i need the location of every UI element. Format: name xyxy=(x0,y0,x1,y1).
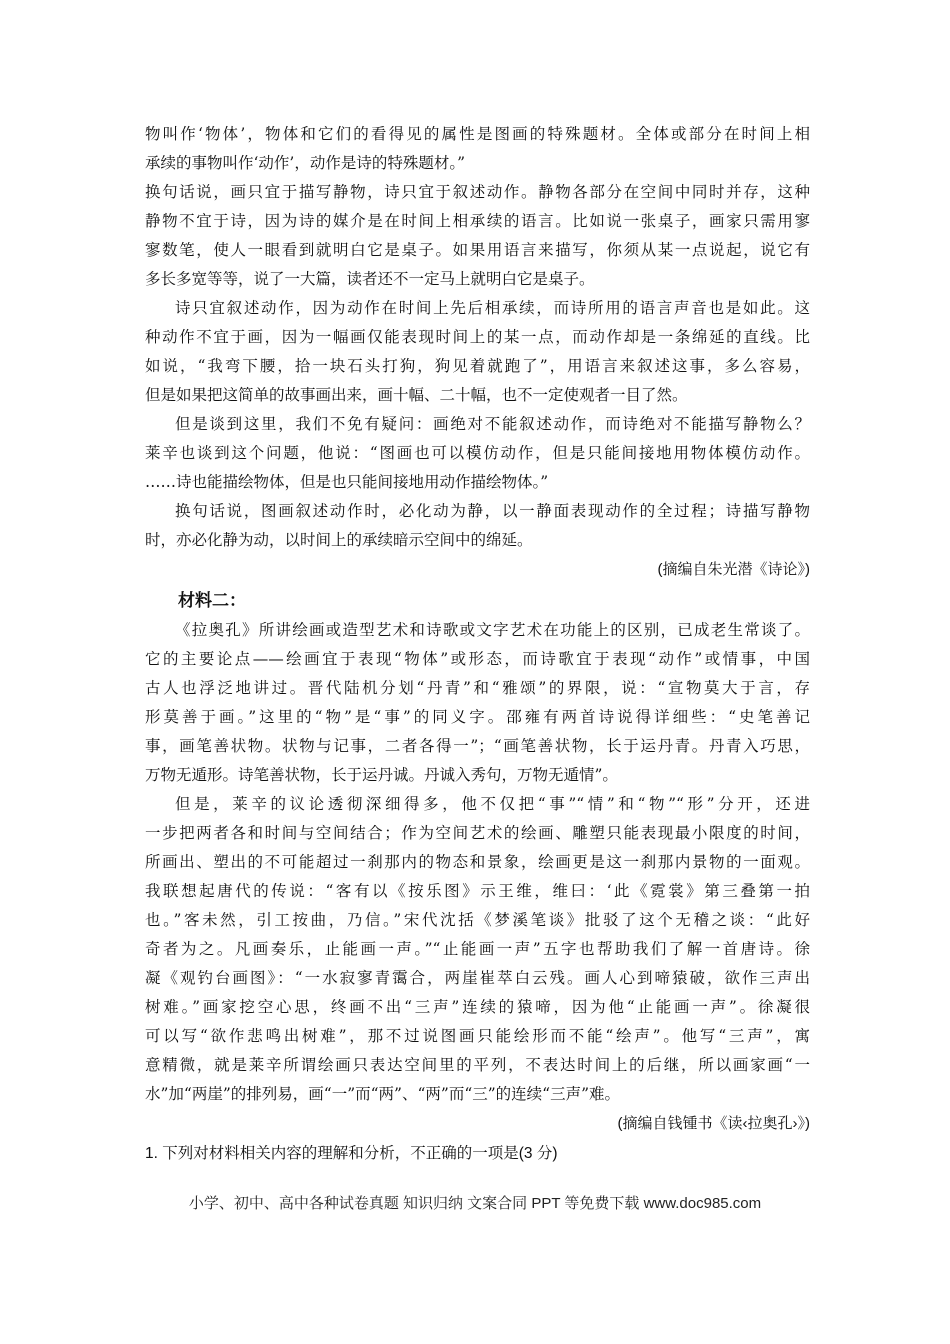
paragraph-first-line: 但是谈到这里，我们不免有疑问：画绝对不能叙述动作，而诗绝对不能描写静物么？ xyxy=(175,415,810,433)
text-line: 凝《观钓台画图》：“一水寂寥青霭合，两崖崔萃白云残。画人心到啼猿破，欲作三声出 xyxy=(145,969,810,987)
text-line: 也。”客未然，引工按曲，乃信。”宋代沈括《梦溪笔谈》批驳了这个无稽之谈：“此好 xyxy=(145,911,810,929)
passage-body xyxy=(145,120,810,1169)
text-line: 换句话说，画只宜于描写静物，诗只宜于叙述动作。静物各部分在空间中同时并存，这种 xyxy=(145,183,810,201)
question-stem: 1. 下列对材料相关内容的理解和分析，不正确的一项是(3 分) xyxy=(145,1145,558,1162)
text-line: 它的主要论点——绘画宜于表现“物体”或形态，而诗歌宜于表现“动作”或情事，中国 xyxy=(145,650,810,668)
paragraph-first-line: 换句话说，图画叙述动作时，必化动为静，以一静面表现动作的全过程；诗描写静物 xyxy=(175,502,810,520)
text-line: 意精微，就是莱辛所谓绘画只表达空间里的平列，不表达时间上的后继，所以画家画“一 xyxy=(145,1056,810,1074)
text-line: 莱辛也谈到这个问题，他说：“图画也可以模仿动作，但是只能间接地用物体模仿动作。 xyxy=(145,444,810,462)
text-line: 静物不宜于诗，因为诗的媒介是在时间上相承续的语言。比如说一张桌子，画家只需用寥 xyxy=(145,212,810,230)
text-line: 寥数笔，使人一眼看到就明白它是桌子。如果用语言来描写，你须从某一点说起，说它有 xyxy=(145,241,810,259)
text-line: 形莫善于画。”这里的“物”是“事”的同义字。邵雍有两首诗说得详细些：“史笔善记 xyxy=(145,708,810,726)
source-citation: (摘编自朱光潜《诗论》) xyxy=(657,561,810,578)
text-line: 多长多宽等等，说了一大篇，读者还不一定马上就明白它是桌子。 xyxy=(145,270,595,288)
paragraph-first-line: 诗只宜叙述动作，因为动作在时间上先后相承续，而诗所用的语言声音也是如此。这 xyxy=(175,299,810,317)
page-footer: 小学、初中、高中各种试卷真题 知识归纳 文案合同 PPT 等免费下载 www.doc985.com xyxy=(188,1195,762,1212)
text-line: 承续的事物叫作‘动作’，动作是诗的特殊题材。” xyxy=(145,154,466,172)
section-heading: 材料二： xyxy=(178,591,246,610)
text-line: ……诗也能描绘物体，但是也只能间接地用动作描绘物体。” xyxy=(145,473,549,491)
text-line: 一步把两者各和时间与空间结合；作为空间艺术的绘画、雕塑只能表现最小限度的时间， xyxy=(145,824,810,842)
text-line: 古人也浮泛地讲过。晋代陆机分划“丹青”和“雅颂”的界限，说：“宣物莫大于言，存 xyxy=(145,679,810,697)
text-line: 树难。”画家挖空心思，终画不出“三声”连续的猿啼，因为他“止能画一声”。徐凝很 xyxy=(145,998,810,1016)
text-line: 万物无遁形。诗笔善状物，长于运丹诚。丹诚入秀句，万物无遁情”。 xyxy=(145,766,618,784)
paragraph-first-line: 但是，莱辛的议论透彻深细得多，他不仅把“事”“情”和“物”“形”分开，还进 xyxy=(175,795,810,813)
text-line: 如说，“我弯下腰，拾一块石头打狗，狗见着就跑了”，用语言来叙述这事，多么容易， xyxy=(145,357,810,375)
text-line: 可以写“欲作悲鸣出树难”，那不过说图画只能绘形而不能“绘声”。他写“三声”，寓 xyxy=(145,1027,811,1045)
text-line: 所画出、塑出的不可能超过一刹那内的物态和景象，绘画更是这一刹那内景物的一面观。 xyxy=(145,853,810,871)
text-line: 种动作不宜于画，因为一幅画仅能表现时间上的某一点，而动作却是一条绵延的直线。比 xyxy=(145,328,810,346)
source-citation: (摘编自钱锺书《读‹拉奥孔›》) xyxy=(617,1115,810,1132)
text-line: 奇者为之。凡画奏乐，止能画一声。”“止能画一声”五字也帮助我们了解一首唐诗。徐 xyxy=(145,940,810,958)
text-line: 物叫作‘物体’，物体和它们的看得见的属性是图画的特殊题材。全体或部分在时间上相 xyxy=(145,125,810,143)
text-line: 时，亦必化静为动，以时间上的承续暗示空间中的绵延。 xyxy=(145,531,533,549)
text-line: 我联想起唐代的传说：“客有以《按乐图》示王维，维曰：‘此《霓裳》第三叠第一拍 xyxy=(145,882,810,900)
text-line: 事，画笔善状物。状物与记事，二者各得一”；“画笔善状物，长于运丹青。丹青入巧思， xyxy=(145,737,810,755)
text-line: 水”加“两崖”的排列易，画“一”而“两”、“两”而“三”的连续“三声”难。 xyxy=(145,1085,621,1103)
text-line: 但是如果把这简单的故事画出来，画十幅、二十幅，也不一定使观者一目了然。 xyxy=(145,386,688,404)
paragraph-first-line: 《拉奥孔》所讲绘画或造型艺术和诗歌或文字艺术在功能上的区别，已成老生常谈了。 xyxy=(175,621,810,639)
